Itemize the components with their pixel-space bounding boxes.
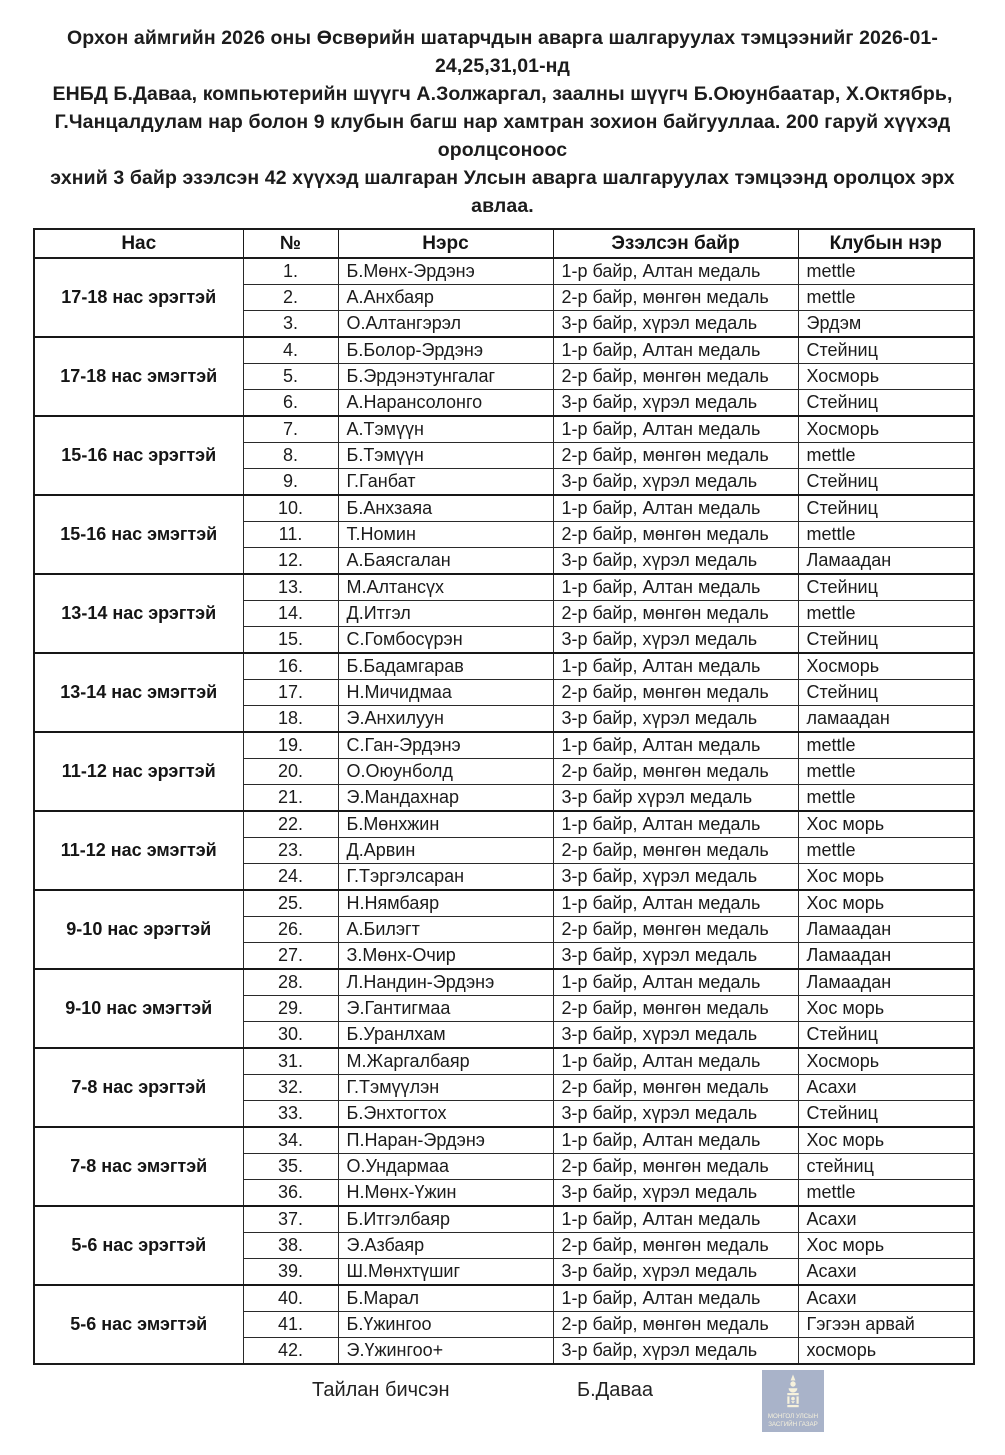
row-number-cell: 12. bbox=[243, 548, 338, 575]
place-medal-cell: 3-р байр, хүрэл медаль bbox=[553, 469, 798, 496]
table-row bbox=[34, 1127, 974, 1154]
player-name-cell: С.Гомбосүрэн bbox=[338, 627, 553, 654]
place-medal-cell: 3-р байр, хүрэл медаль bbox=[553, 1180, 798, 1207]
table-header-row bbox=[34, 229, 974, 258]
table-row bbox=[34, 337, 974, 364]
club-name-cell: Ламаадан bbox=[798, 548, 974, 575]
row-number-cell: 41. bbox=[243, 1312, 338, 1338]
club-name-cell: mettle bbox=[798, 443, 974, 469]
player-name-cell: М.Алтансүх bbox=[338, 574, 553, 601]
row-number-cell: 28. bbox=[243, 969, 338, 996]
report-written-by-label: Тайлан бичсэн bbox=[312, 1379, 450, 1401]
row-number-cell: 6. bbox=[243, 390, 338, 417]
row-number-cell: 42. bbox=[243, 1338, 338, 1365]
place-medal-cell: 2-р байр, мөнгөн медаль bbox=[553, 1075, 798, 1101]
age-group-cell: 11-12 нас эрэгтэй bbox=[34, 732, 243, 811]
player-name-cell: Э.Үжингоо+ bbox=[338, 1338, 553, 1365]
player-name-cell: Э.Анхилуун bbox=[338, 706, 553, 733]
logo-text-line2: ЗАСГИЙН ГАЗАР bbox=[768, 1421, 818, 1428]
club-name-cell: Асахи bbox=[798, 1206, 974, 1233]
player-name-cell: А.Тэмүүн bbox=[338, 416, 553, 443]
player-name-cell: Г.Тэргэлсаран bbox=[338, 864, 553, 891]
club-name-cell: mettle bbox=[798, 759, 974, 785]
table-row bbox=[34, 416, 974, 443]
club-name-cell: стейниц bbox=[798, 1154, 974, 1180]
player-name-cell: Г.Тэмүүлэн bbox=[338, 1075, 553, 1101]
results-table bbox=[33, 228, 975, 1365]
age-group-cell: 17-18 нас эрэгтэй bbox=[34, 258, 243, 337]
row-number-cell: 31. bbox=[243, 1048, 338, 1075]
player-name-cell: Б.Мөнх-Эрдэнэ bbox=[338, 258, 553, 285]
table-row bbox=[34, 732, 974, 759]
logo-text-line1: МОНГОЛ УЛСЫН bbox=[767, 1413, 819, 1420]
place-medal-cell: 3-р байр, хүрэл медаль bbox=[553, 1022, 798, 1049]
player-name-cell: Б.Болор-Эрдэнэ bbox=[338, 337, 553, 364]
place-medal-cell: 2-р байр, мөнгөн медаль bbox=[553, 1233, 798, 1259]
place-medal-cell: 2-р байр, мөнгөн медаль bbox=[553, 522, 798, 548]
player-name-cell: Б.Уранлхам bbox=[338, 1022, 553, 1049]
player-name-cell: Н.Мичидмаа bbox=[338, 680, 553, 706]
age-group-cell: 9-10 нас эрэгтэй bbox=[34, 890, 243, 969]
col-header-no: № bbox=[243, 229, 338, 258]
age-group-cell: 7-8 нас эмэгтэй bbox=[34, 1127, 243, 1206]
col-header-name: Нэрс bbox=[338, 229, 553, 258]
soyombo-icon bbox=[762, 1370, 824, 1432]
place-medal-cell: 3-р байр, хүрэл медаль bbox=[553, 390, 798, 417]
player-name-cell: Э.Азбаяр bbox=[338, 1233, 553, 1259]
player-name-cell: Э.Мандахнар bbox=[338, 785, 553, 812]
player-name-cell: Т.Номин bbox=[338, 522, 553, 548]
row-number-cell: 20. bbox=[243, 759, 338, 785]
club-name-cell: Асахи bbox=[798, 1259, 974, 1286]
row-number-cell: 30. bbox=[243, 1022, 338, 1049]
player-name-cell: Д.Арвин bbox=[338, 838, 553, 864]
intro-line-1: Орхон аймгийн 2026 оны Өсвөрийн шатарчдын аварга шалгаруулах тэмцээнийг 2026-01-24,25,31,01-нд bbox=[67, 27, 938, 77]
place-medal-cell: 2-р байр, мөнгөн медаль bbox=[553, 680, 798, 706]
club-name-cell: Хосморь bbox=[798, 364, 974, 390]
place-medal-cell: 2-р байр, мөнгөн медаль bbox=[553, 917, 798, 943]
club-name-cell: Стейниц bbox=[798, 1101, 974, 1128]
place-medal-cell: 1-р байр, Алтан медаль bbox=[553, 574, 798, 601]
club-name-cell: хосморь bbox=[798, 1338, 974, 1365]
row-number-cell: 36. bbox=[243, 1180, 338, 1207]
age-group-cell: 11-12 нас эмэгтэй bbox=[34, 811, 243, 890]
row-number-cell: 32. bbox=[243, 1075, 338, 1101]
table-row bbox=[34, 258, 974, 285]
place-medal-cell: 2-р байр, мөнгөн медаль bbox=[553, 838, 798, 864]
row-number-cell: 27. bbox=[243, 943, 338, 970]
club-name-cell: Хос морь bbox=[798, 996, 974, 1022]
row-number-cell: 15. bbox=[243, 627, 338, 654]
club-name-cell: mettle bbox=[798, 785, 974, 812]
age-group-cell: 13-14 нас эмэгтэй bbox=[34, 653, 243, 732]
row-number-cell: 8. bbox=[243, 443, 338, 469]
place-medal-cell: 1-р байр, Алтан медаль bbox=[553, 258, 798, 285]
place-medal-cell: 1-р байр, Алтан медаль bbox=[553, 811, 798, 838]
row-number-cell: 35. bbox=[243, 1154, 338, 1180]
club-name-cell: Хос морь bbox=[798, 811, 974, 838]
table-row bbox=[34, 1048, 974, 1075]
table-row bbox=[34, 574, 974, 601]
player-name-cell: Б.Итгэлбаяр bbox=[338, 1206, 553, 1233]
report-author-name: Б.Даваа bbox=[577, 1379, 653, 1401]
place-medal-cell: 3-р байр, хүрэл медаль bbox=[553, 627, 798, 654]
age-group-cell: 17-18 нас эмэгтэй bbox=[34, 337, 243, 416]
club-name-cell: mettle bbox=[798, 258, 974, 285]
player-name-cell: А.Баясгалан bbox=[338, 548, 553, 575]
row-number-cell: 2. bbox=[243, 285, 338, 311]
row-number-cell: 1. bbox=[243, 258, 338, 285]
place-medal-cell: 3-р байр, хүрэл медаль bbox=[553, 548, 798, 575]
club-name-cell: Ламаадан bbox=[798, 969, 974, 996]
row-number-cell: 38. bbox=[243, 1233, 338, 1259]
place-medal-cell: 2-р байр, мөнгөн медаль bbox=[553, 759, 798, 785]
place-medal-cell: 3-р байр хүрэл медаль bbox=[553, 785, 798, 812]
intro-line-4: эхний 3 байр эзэлсэн 42 хүүхэд шалгаран Улсын аварга шалгаруулах тэмцээнд оролцох эрх авлаа. bbox=[50, 167, 955, 217]
player-name-cell: А.Анхбаяр bbox=[338, 285, 553, 311]
place-medal-cell: 1-р байр, Алтан медаль bbox=[553, 1206, 798, 1233]
table-row bbox=[34, 653, 974, 680]
row-number-cell: 10. bbox=[243, 495, 338, 522]
player-name-cell: Б.Үжингоо bbox=[338, 1312, 553, 1338]
place-medal-cell: 2-р байр, мөнгөн медаль bbox=[553, 1312, 798, 1338]
player-name-cell: С.Ган-Эрдэнэ bbox=[338, 732, 553, 759]
col-header-place: Эзэлсэн байр bbox=[553, 229, 798, 258]
age-group-cell: 13-14 нас эрэгтэй bbox=[34, 574, 243, 653]
footer bbox=[0, 1365, 1005, 1455]
player-name-cell: З.Мөнх-Очир bbox=[338, 943, 553, 970]
place-medal-cell: 3-р байр, хүрэл медаль bbox=[553, 864, 798, 891]
club-name-cell: ламаадан bbox=[798, 706, 974, 733]
club-name-cell: mettle bbox=[798, 732, 974, 759]
club-name-cell: Стейниц bbox=[798, 495, 974, 522]
player-name-cell: О.Алтангэрэл bbox=[338, 311, 553, 338]
row-number-cell: 4. bbox=[243, 337, 338, 364]
place-medal-cell: 2-р байр, мөнгөн медаль bbox=[553, 364, 798, 390]
player-name-cell: Б.Эрдэнэтунгалаг bbox=[338, 364, 553, 390]
age-group-cell: 15-16 нас эрэгтэй bbox=[34, 416, 243, 495]
club-name-cell: Хосморь bbox=[798, 1048, 974, 1075]
row-number-cell: 40. bbox=[243, 1285, 338, 1312]
intro-line-2: ЕНБД Б.Даваа, компьютерийн шүүгч А.Золжаргал, заалны шүүгч Б.Оюунбаатар, Х.Октябрь, bbox=[52, 83, 953, 105]
place-medal-cell: 1-р байр, Алтан медаль bbox=[553, 653, 798, 680]
club-name-cell: Хос морь bbox=[798, 864, 974, 891]
club-name-cell: Стейниц bbox=[798, 574, 974, 601]
player-name-cell: Ш.Мөнхтүшиг bbox=[338, 1259, 553, 1286]
player-name-cell: А.Билэгт bbox=[338, 917, 553, 943]
row-number-cell: 22. bbox=[243, 811, 338, 838]
player-name-cell: Н.Мөнх-Үжин bbox=[338, 1180, 553, 1207]
player-name-cell: Г.Ганбат bbox=[338, 469, 553, 496]
club-name-cell: Стейниц bbox=[798, 680, 974, 706]
row-number-cell: 3. bbox=[243, 311, 338, 338]
club-name-cell: Стейниц bbox=[798, 390, 974, 417]
row-number-cell: 16. bbox=[243, 653, 338, 680]
table-row bbox=[34, 969, 974, 996]
player-name-cell: Б.Тэмүүн bbox=[338, 443, 553, 469]
player-name-cell: О.Оюунболд bbox=[338, 759, 553, 785]
player-name-cell: Б.Марал bbox=[338, 1285, 553, 1312]
row-number-cell: 23. bbox=[243, 838, 338, 864]
place-medal-cell: 1-р байр, Алтан медаль bbox=[553, 416, 798, 443]
player-name-cell: М.Жаргалбаяр bbox=[338, 1048, 553, 1075]
row-number-cell: 14. bbox=[243, 601, 338, 627]
age-group-cell: 7-8 нас эрэгтэй bbox=[34, 1048, 243, 1127]
row-number-cell: 17. bbox=[243, 680, 338, 706]
place-medal-cell: 3-р байр, хүрэл медаль bbox=[553, 1338, 798, 1365]
player-name-cell: Д.Итгэл bbox=[338, 601, 553, 627]
player-name-cell: Л.Нандин-Эрдэнэ bbox=[338, 969, 553, 996]
club-name-cell: Хосморь bbox=[798, 653, 974, 680]
place-medal-cell: 3-р байр, хүрэл медаль bbox=[553, 943, 798, 970]
age-group-cell: 15-16 нас эмэгтэй bbox=[34, 495, 243, 574]
place-medal-cell: 3-р байр, хүрэл медаль bbox=[553, 1259, 798, 1286]
row-number-cell: 24. bbox=[243, 864, 338, 891]
club-name-cell: Хосморь bbox=[798, 416, 974, 443]
player-name-cell: Б.Бадамгарав bbox=[338, 653, 553, 680]
row-number-cell: 33. bbox=[243, 1101, 338, 1128]
place-medal-cell: 1-р байр, Алтан медаль bbox=[553, 495, 798, 522]
club-name-cell: Ламаадан bbox=[798, 917, 974, 943]
place-medal-cell: 1-р байр, Алтан медаль bbox=[553, 1127, 798, 1154]
club-name-cell: Стейниц bbox=[798, 469, 974, 496]
club-name-cell: Стейниц bbox=[798, 627, 974, 654]
player-name-cell: Э.Гантигмаа bbox=[338, 996, 553, 1022]
place-medal-cell: 2-р байр, мөнгөн медаль bbox=[553, 601, 798, 627]
club-name-cell: Эрдэм bbox=[798, 311, 974, 338]
player-name-cell: Б.Анхзаяа bbox=[338, 495, 553, 522]
club-name-cell: mettle bbox=[798, 601, 974, 627]
club-name-cell: mettle bbox=[798, 1180, 974, 1207]
place-medal-cell: 2-р байр, мөнгөн медаль bbox=[553, 996, 798, 1022]
place-medal-cell: 1-р байр, Алтан медаль bbox=[553, 337, 798, 364]
player-name-cell: Б.Мөнхжин bbox=[338, 811, 553, 838]
place-medal-cell: 1-р байр, Алтан медаль bbox=[553, 1285, 798, 1312]
age-group-cell: 9-10 нас эмэгтэй bbox=[34, 969, 243, 1048]
place-medal-cell: 2-р байр, мөнгөн медаль bbox=[553, 285, 798, 311]
row-number-cell: 34. bbox=[243, 1127, 338, 1154]
club-name-cell: Стейниц bbox=[798, 337, 974, 364]
row-number-cell: 5. bbox=[243, 364, 338, 390]
club-name-cell: Хос морь bbox=[798, 1127, 974, 1154]
intro-paragraph bbox=[23, 0, 983, 220]
player-name-cell: А.Нарансолонго bbox=[338, 390, 553, 417]
place-medal-cell: 3-р байр, хүрэл медаль bbox=[553, 706, 798, 733]
table-row bbox=[34, 1285, 974, 1312]
row-number-cell: 26. bbox=[243, 917, 338, 943]
club-name-cell: mettle bbox=[798, 285, 974, 311]
row-number-cell: 9. bbox=[243, 469, 338, 496]
age-group-cell: 5-6 нас эмэгтэй bbox=[34, 1285, 243, 1364]
place-medal-cell: 3-р байр, хүрэл медаль bbox=[553, 311, 798, 338]
row-number-cell: 19. bbox=[243, 732, 338, 759]
government-logo-badge bbox=[762, 1370, 824, 1432]
row-number-cell: 11. bbox=[243, 522, 338, 548]
row-number-cell: 7. bbox=[243, 416, 338, 443]
intro-line-3: Г.Чанцалдулам нар болон 9 клубын багш нар хамтран зохион байгууллаа. 200 гаруй хүүхэд оролцсоноос bbox=[54, 111, 951, 161]
table-row bbox=[34, 890, 974, 917]
col-header-club: Клубын нэр bbox=[798, 229, 974, 258]
club-name-cell: Ламаадан bbox=[798, 943, 974, 970]
table-row bbox=[34, 811, 974, 838]
club-name-cell: mettle bbox=[798, 838, 974, 864]
place-medal-cell: 1-р байр, Алтан медаль bbox=[553, 969, 798, 996]
club-name-cell: Стейниц bbox=[798, 1022, 974, 1049]
col-header-age: Нас bbox=[34, 229, 243, 258]
place-medal-cell: 1-р байр, Алтан медаль bbox=[553, 890, 798, 917]
row-number-cell: 39. bbox=[243, 1259, 338, 1286]
row-number-cell: 25. bbox=[243, 890, 338, 917]
row-number-cell: 21. bbox=[243, 785, 338, 812]
club-name-cell: Гэгээн арвай bbox=[798, 1312, 974, 1338]
player-name-cell: Б.Энхтогтох bbox=[338, 1101, 553, 1128]
club-name-cell: Хос морь bbox=[798, 1233, 974, 1259]
player-name-cell: О.Ундармаа bbox=[338, 1154, 553, 1180]
row-number-cell: 13. bbox=[243, 574, 338, 601]
club-name-cell: Асахи bbox=[798, 1075, 974, 1101]
place-medal-cell: 2-р байр, мөнгөн медаль bbox=[553, 1154, 798, 1180]
place-medal-cell: 1-р байр, Алтан медаль bbox=[553, 732, 798, 759]
row-number-cell: 29. bbox=[243, 996, 338, 1022]
age-group-cell: 5-6 нас эрэгтэй bbox=[34, 1206, 243, 1285]
table-row bbox=[34, 495, 974, 522]
place-medal-cell: 1-р байр, Алтан медаль bbox=[553, 1048, 798, 1075]
club-name-cell: Хос морь bbox=[798, 890, 974, 917]
club-name-cell: Асахи bbox=[798, 1285, 974, 1312]
player-name-cell: Н.Нямбаяр bbox=[338, 890, 553, 917]
place-medal-cell: 3-р байр, хүрэл медаль bbox=[553, 1101, 798, 1128]
table-row bbox=[34, 1206, 974, 1233]
player-name-cell: П.Наран-Эрдэнэ bbox=[338, 1127, 553, 1154]
club-name-cell: mettle bbox=[798, 522, 974, 548]
row-number-cell: 18. bbox=[243, 706, 338, 733]
place-medal-cell: 2-р байр, мөнгөн медаль bbox=[553, 443, 798, 469]
row-number-cell: 37. bbox=[243, 1206, 338, 1233]
